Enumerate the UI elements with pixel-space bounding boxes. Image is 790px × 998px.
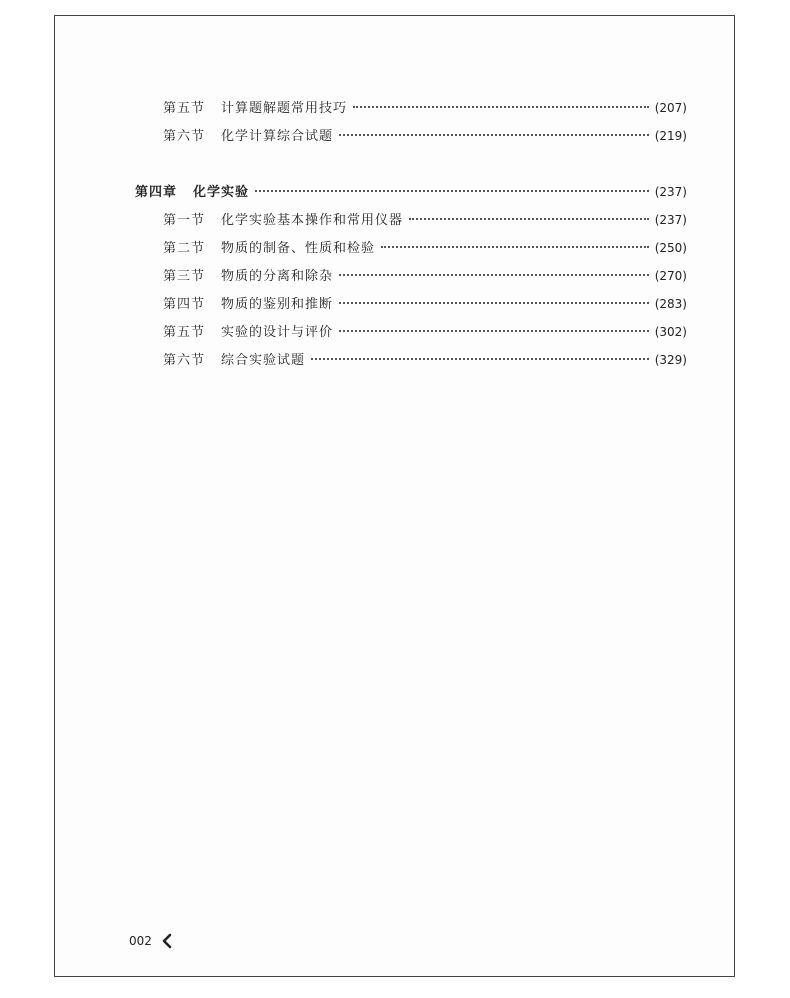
section-title: 物质的制备、性质和检验 [221, 241, 376, 256]
page-reference: (270) [654, 269, 687, 283]
page-footer [129, 932, 174, 950]
leader-dots [339, 330, 649, 332]
page-reference: (250) [654, 241, 687, 255]
section-number: 第六节 [163, 353, 206, 368]
leader-dots [311, 358, 649, 360]
leader-dots [409, 218, 649, 220]
spacer [135, 150, 687, 178]
leader-dots [339, 134, 649, 136]
toc-chapter-entry[interactable] [135, 178, 687, 206]
section-number: 第三节 [163, 269, 206, 284]
page-reference: (219) [654, 129, 687, 143]
section-title: 计算题解题常用技巧 [221, 101, 348, 116]
chapter-title: 化学实验 [193, 185, 250, 200]
leader-dots [353, 106, 649, 108]
page-reference: (329) [654, 353, 687, 367]
toc-entry[interactable] [135, 94, 687, 122]
chapter-number: 第四章 [135, 185, 178, 200]
section-title: 化学实验基本操作和常用仪器 [221, 213, 404, 228]
section-number: 第四节 [163, 297, 206, 312]
section-number: 第二节 [163, 241, 206, 256]
page-number: 002 [129, 934, 152, 948]
page-reference: (283) [654, 297, 687, 311]
toc-entry[interactable] [135, 206, 687, 234]
document-page [54, 15, 735, 977]
section-title: 物质的分离和除杂 [221, 269, 334, 284]
toc-entry[interactable] [135, 290, 687, 318]
leader-dots [339, 302, 649, 304]
toc-entry[interactable] [135, 234, 687, 262]
table-of-contents [135, 94, 687, 374]
section-title: 实验的设计与评价 [221, 325, 334, 340]
section-title: 物质的鉴别和推断 [221, 297, 334, 312]
section-number: 第六节 [163, 129, 206, 144]
page-reference: (207) [654, 101, 687, 115]
page-reference: (302) [654, 325, 687, 339]
toc-entry[interactable] [135, 318, 687, 346]
leader-dots [339, 274, 649, 276]
page-reference: (237) [654, 213, 687, 227]
page-reference: (237) [654, 185, 687, 199]
toc-entry[interactable] [135, 262, 687, 290]
section-title: 综合实验试题 [221, 353, 306, 368]
chevron-left-icon[interactable] [160, 932, 174, 950]
section-title: 化学计算综合试题 [221, 129, 334, 144]
toc-entry[interactable] [135, 122, 687, 150]
section-number: 第五节 [163, 101, 206, 116]
section-number: 第五节 [163, 325, 206, 340]
leader-dots [255, 190, 649, 192]
section-number: 第一节 [163, 213, 206, 228]
toc-entry[interactable] [135, 346, 687, 374]
leader-dots [381, 246, 649, 248]
